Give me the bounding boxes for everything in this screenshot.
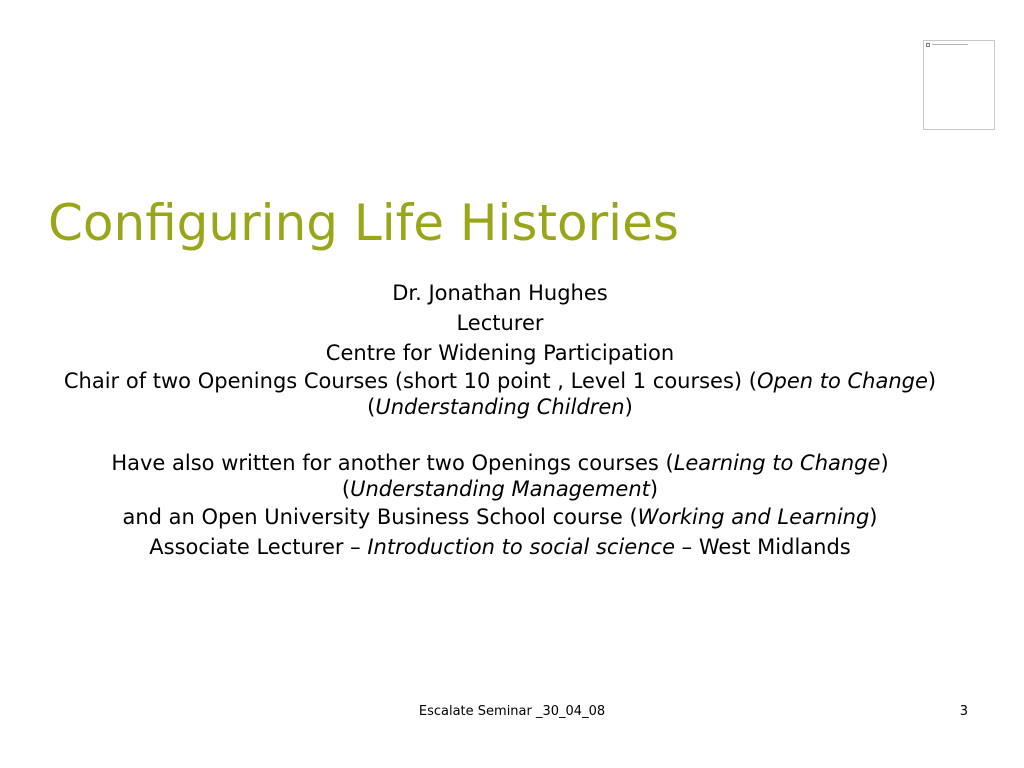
presenter-role: Lecturer	[456, 311, 544, 335]
presenter-centre: Centre for Widening Participation	[325, 341, 675, 365]
presenter-name: Dr. Jonathan Hughes	[392, 281, 608, 305]
footer-text: Escalate Seminar _30_04_08	[418, 704, 606, 719]
business-school-suffix: )	[869, 505, 878, 529]
business-school-line	[40, 502, 960, 532]
chair-course-1: Open to Change	[756, 369, 928, 393]
thumbnail-icon	[926, 43, 930, 47]
slide-title: Configuring Life Histories	[48, 194, 679, 252]
business-school-course: Working and Learning	[637, 505, 870, 529]
also-written-middle: ) (	[341, 451, 889, 501]
embedded-thumbnail	[923, 40, 995, 130]
slide-body	[40, 278, 960, 562]
chair-prefix: Chair of two Openings Courses (short 10 point , Level 1 courses) (	[63, 369, 757, 393]
also-written-prefix: Have also written for another two Openings courses (	[111, 451, 674, 475]
chair-line	[40, 368, 960, 420]
chair-course-2: Understanding Children	[375, 395, 625, 419]
paragraph-gap	[40, 420, 960, 450]
associate-line	[40, 532, 960, 562]
page-number: 3	[959, 704, 968, 719]
associate-course: Introduction to social science	[367, 535, 675, 559]
also-written-course-2: Understanding Management	[350, 477, 650, 501]
associate-prefix: Associate Lecturer –	[149, 535, 368, 559]
also-written-suffix: )	[649, 477, 659, 501]
also-written-course-1: Learning to Change	[673, 451, 881, 475]
thumbnail-caption-line	[932, 44, 968, 45]
also-written-line	[40, 450, 960, 502]
chair-suffix: )	[624, 395, 633, 419]
business-school-prefix: and an Open University Business School course (	[122, 505, 638, 529]
chair-middle: ) (	[367, 369, 937, 419]
associate-suffix: – West Midlands	[675, 535, 851, 559]
